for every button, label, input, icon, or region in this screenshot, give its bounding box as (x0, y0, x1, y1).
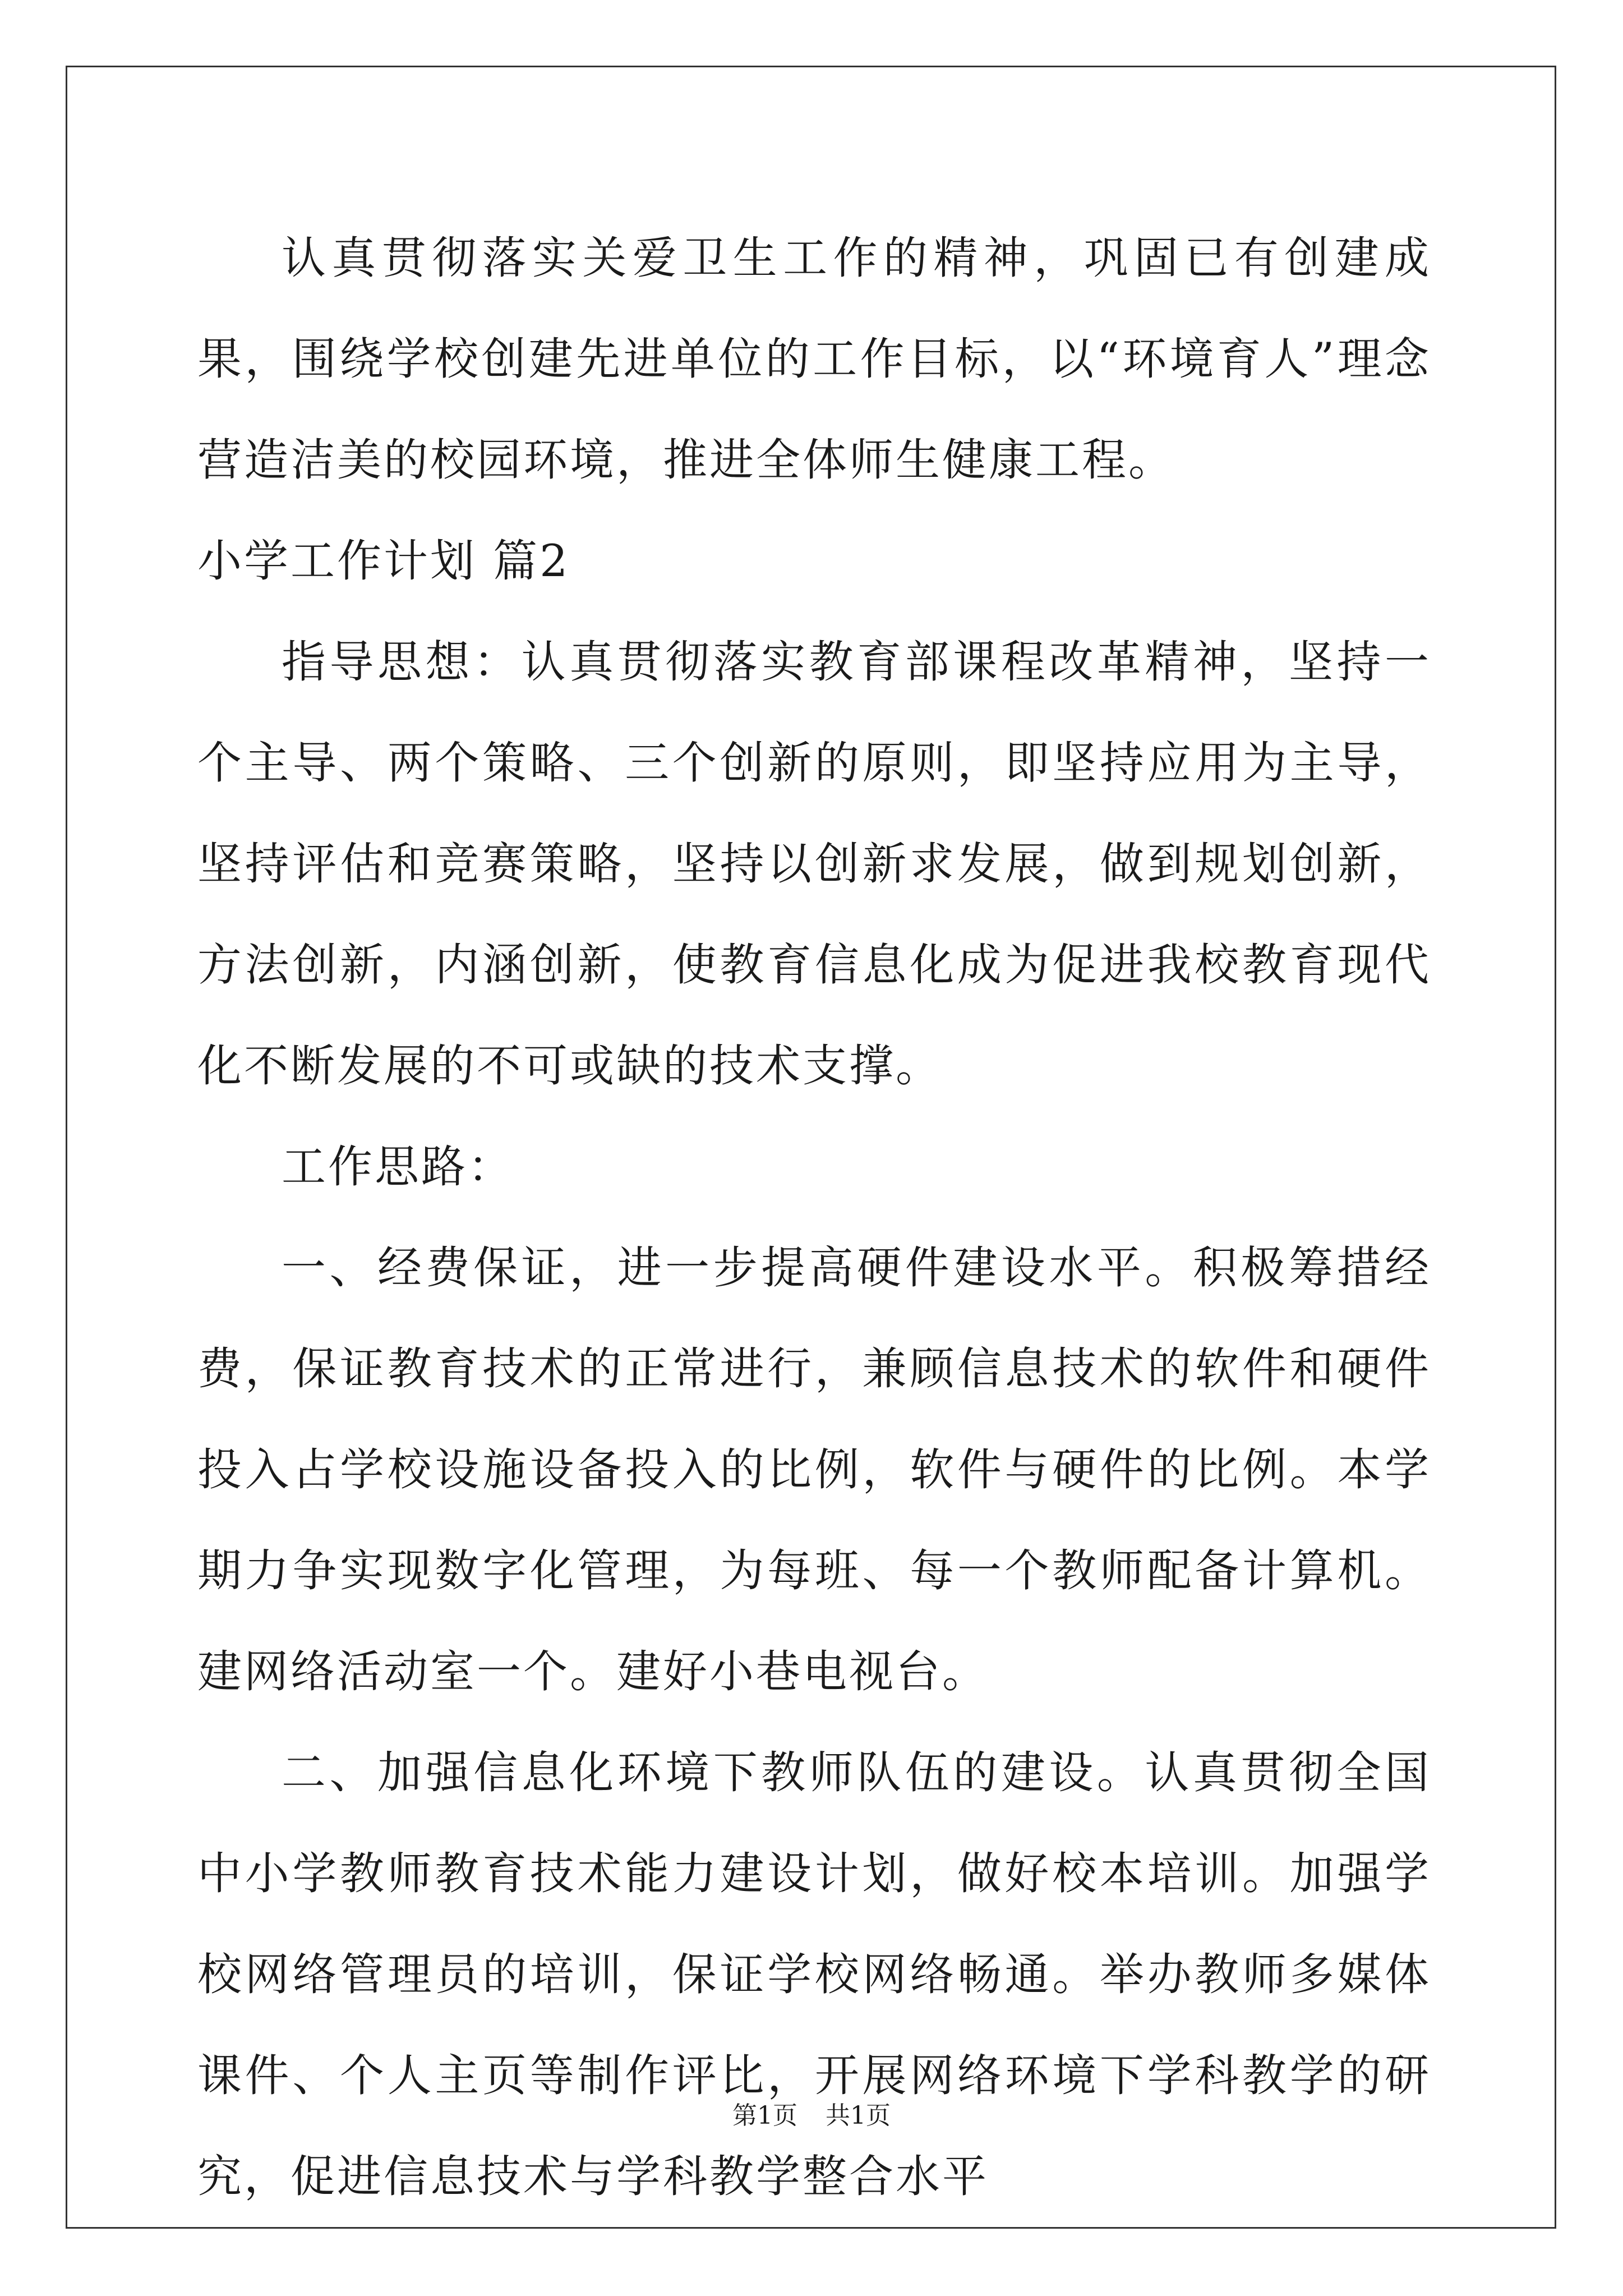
paragraph-funding: 一、经费保证，进一步提高硬件建设水平。积极筹措经费，保证教育技术的正常进行，兼顾信息技术的软件和硬件投入占学校设施设备投入的比例，软件与硬件的比例。本学期力争实现数字化管理，为每班、每一个教师配备计算机。建网络活动室一个。建好小巷电视台。 (197, 1242, 1431, 1697)
page-number: 第1页 (732, 2101, 797, 2130)
paragraph-hygiene-summary: 认真贯彻落实关爱卫生工作的精神，巩固已有创建成果，围绕学校创建先进单位的工作目标，以“环境育人”理念营造洁美的校园环境，推进全体师生健康工程。 (197, 232, 1431, 486)
document-body (197, 208, 1431, 2227)
page-total: 共1页 (826, 2101, 891, 2130)
paragraph-teacher-training: 二、加强信息化环境下教师队伍的建设。认真贯彻全国中小学教师教育技术能力建设计划，做好校本培训。加强学校网络管理员的培训，保证学校网络畅通。举办教师多媒体课件、个人主页等制作评比，开展网络环境下学科教学的研究，促进信息技术与学科教学整合水平 (197, 1747, 1431, 2202)
paragraph-work-approach-label: 工作思路： (282, 1141, 514, 1193)
section-heading: 小学工作计划 篇2 (197, 535, 570, 587)
paragraph-guiding-ideology: 指导思想：认真贯彻落实教育部课程改革精神，坚持一个主导、两个策略、三个创新的原则，即坚持应用为主导，坚持评估和竞赛策略，坚持以创新求发展，做到规划创新，方法创新，内涵创新，使教育信息化成为促进我校教育现代化不断发展的不可或缺的技术支撑。 (197, 636, 1431, 1092)
page-footer (0, 2095, 1623, 2131)
